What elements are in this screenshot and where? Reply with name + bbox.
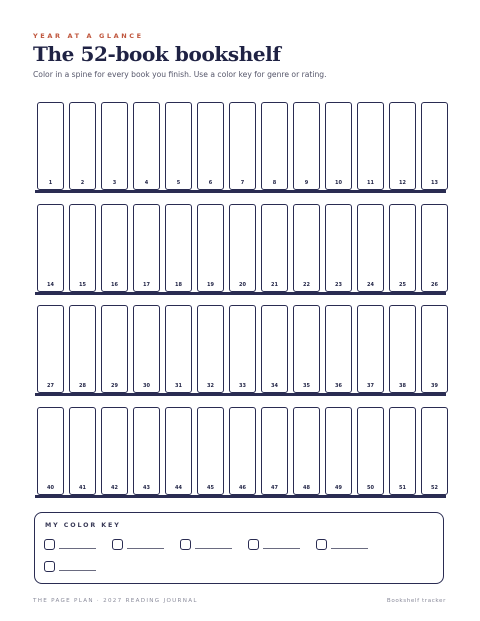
book-spine[interactable] <box>133 204 160 292</box>
key-label-line[interactable] <box>59 570 96 571</box>
color-swatch-box[interactable] <box>44 539 55 550</box>
spine-number: 24 <box>367 281 374 288</box>
spine-number: 19 <box>207 281 214 288</box>
bookshelf <box>35 102 446 508</box>
spine-number: 42 <box>111 484 118 491</box>
spine-number: 34 <box>271 383 278 389</box>
spine-number: 16 <box>111 281 118 288</box>
book-spine[interactable] <box>421 102 448 190</box>
book-spine[interactable] <box>421 305 448 393</box>
book-spine[interactable] <box>325 305 352 393</box>
book-spine[interactable] <box>229 102 256 190</box>
color-key-panel <box>34 512 444 584</box>
spine-number: 29 <box>111 383 118 389</box>
spine-number: 52 <box>431 484 438 491</box>
key-label-line[interactable] <box>331 548 368 549</box>
spine-number: 38 <box>399 383 406 389</box>
shelf-1 <box>35 102 446 204</box>
book-spine[interactable] <box>293 102 320 190</box>
key-label-line[interactable] <box>195 548 232 549</box>
footer-left: THE PAGE PLAN · 2027 READING JOURNAL <box>33 598 198 604</box>
shelf-2 <box>35 204 446 306</box>
book-spine[interactable] <box>389 305 416 393</box>
spine-number: 32 <box>207 383 214 389</box>
book-spine[interactable] <box>261 102 288 190</box>
shelf-board <box>35 292 446 295</box>
book-spine[interactable] <box>325 204 352 292</box>
book-spine[interactable] <box>293 407 320 495</box>
book-spine[interactable] <box>165 305 192 393</box>
spine-number: 5 <box>176 180 181 186</box>
book-spine[interactable] <box>421 407 448 495</box>
book-spine[interactable] <box>69 407 96 495</box>
spine-number: 46 <box>239 484 246 491</box>
book-spine[interactable] <box>229 407 256 495</box>
book-spine[interactable] <box>261 204 288 292</box>
book-spine[interactable] <box>101 204 128 292</box>
spine-number: 3 <box>112 180 117 186</box>
color-swatch-box[interactable] <box>44 561 55 572</box>
page-subtitle: Color in a spine for every book you finish. Use a color key for genre or rating. <box>33 70 327 79</box>
book-spine[interactable] <box>357 407 384 495</box>
spine-number: 15 <box>79 281 86 288</box>
color-swatch-box[interactable] <box>248 539 259 550</box>
shelf-4 <box>35 407 446 509</box>
book-spine[interactable] <box>197 407 224 495</box>
spine-number: 22 <box>303 281 310 288</box>
spine-row <box>35 102 448 190</box>
color-key-item <box>248 539 306 550</box>
book-spine[interactable] <box>37 102 64 190</box>
spine-number: 39 <box>431 383 438 389</box>
spine-number: 44 <box>175 484 182 491</box>
book-spine[interactable] <box>37 305 64 393</box>
spine-number: 7 <box>240 180 245 186</box>
spine-number: 43 <box>143 484 150 491</box>
spine-number: 6 <box>208 180 213 186</box>
spine-row <box>35 204 448 292</box>
color-key-item <box>44 561 102 572</box>
spine-number: 30 <box>143 383 150 389</box>
book-spine[interactable] <box>325 407 352 495</box>
spine-number: 26 <box>431 281 438 288</box>
spine-number: 12 <box>399 180 406 186</box>
key-label-line[interactable] <box>127 548 164 549</box>
spine-number: 23 <box>335 281 342 288</box>
book-spine[interactable] <box>357 102 384 190</box>
book-spine[interactable] <box>101 407 128 495</box>
spine-number: 36 <box>335 383 342 389</box>
color-key-item <box>44 539 102 550</box>
book-spine[interactable] <box>357 204 384 292</box>
book-spine[interactable] <box>69 102 96 190</box>
spine-number: 27 <box>47 383 54 389</box>
spine-number: 2 <box>80 180 85 186</box>
footer-right: Bookshelf tracker <box>386 598 446 604</box>
book-spine[interactable] <box>37 407 64 495</box>
spine-number: 4 <box>144 180 149 186</box>
spine-number: 25 <box>399 281 406 288</box>
eyebrow-label: YEAR AT A GLANCE <box>33 32 144 40</box>
spine-number: 21 <box>271 281 278 288</box>
book-spine[interactable] <box>101 305 128 393</box>
color-swatch-box[interactable] <box>316 539 327 550</box>
color-key-title: MY COLOR KEY <box>45 522 121 529</box>
spine-number: 28 <box>79 383 86 389</box>
book-spine[interactable] <box>293 305 320 393</box>
book-spine[interactable] <box>133 305 160 393</box>
color-key-item <box>112 539 170 550</box>
spine-number: 33 <box>239 383 246 389</box>
shelf-3 <box>35 305 446 407</box>
spine-number: 14 <box>47 281 54 288</box>
shelf-board <box>35 495 446 498</box>
spine-number: 18 <box>175 281 182 288</box>
book-spine[interactable] <box>389 204 416 292</box>
spine-row <box>35 305 448 393</box>
spine-number: 51 <box>399 484 406 491</box>
color-swatch-box[interactable] <box>180 539 191 550</box>
spine-number: 8 <box>272 180 277 186</box>
spine-number: 40 <box>47 484 54 491</box>
spine-number: 50 <box>367 484 374 491</box>
shelf-board <box>35 393 446 396</box>
color-key-item <box>316 539 374 550</box>
book-spine[interactable] <box>133 102 160 190</box>
spine-number: 13 <box>431 180 438 186</box>
spine-number: 37 <box>367 383 374 389</box>
book-spine[interactable] <box>389 407 416 495</box>
book-spine[interactable] <box>229 204 256 292</box>
book-spine[interactable] <box>229 305 256 393</box>
book-spine[interactable] <box>69 204 96 292</box>
color-key-items <box>44 539 434 572</box>
spine-number: 49 <box>335 484 342 491</box>
spine-number: 10 <box>335 180 342 186</box>
spine-number: 11 <box>367 180 374 186</box>
key-label-line[interactable] <box>263 548 300 549</box>
book-spine[interactable] <box>261 305 288 393</box>
page-title: The 52-book bookshelf <box>33 42 281 66</box>
spine-number: 9 <box>304 180 309 186</box>
book-spine[interactable] <box>69 305 96 393</box>
spine-number: 47 <box>271 484 278 491</box>
book-spine[interactable] <box>389 102 416 190</box>
book-spine[interactable] <box>133 407 160 495</box>
spine-number: 35 <box>303 383 310 389</box>
spine-row <box>35 407 448 495</box>
shelf-board <box>35 190 446 193</box>
color-key-item <box>180 539 238 550</box>
book-spine[interactable] <box>165 102 192 190</box>
book-spine[interactable] <box>261 407 288 495</box>
spine-number: 48 <box>303 484 310 491</box>
book-spine[interactable] <box>421 204 448 292</box>
book-spine[interactable] <box>325 102 352 190</box>
book-spine[interactable] <box>101 102 128 190</box>
book-spine[interactable] <box>165 407 192 495</box>
spine-number: 31 <box>175 383 182 389</box>
book-spine[interactable] <box>357 305 384 393</box>
book-spine[interactable] <box>197 204 224 292</box>
color-swatch-box[interactable] <box>112 539 123 550</box>
key-label-line[interactable] <box>59 548 96 549</box>
spine-number: 41 <box>79 484 86 491</box>
book-spine[interactable] <box>197 305 224 393</box>
spine-number: 1 <box>48 180 53 186</box>
spine-number: 20 <box>239 281 246 288</box>
spine-number: 17 <box>143 281 150 288</box>
spine-number: 45 <box>207 484 214 491</box>
book-spine[interactable] <box>293 204 320 292</box>
book-spine[interactable] <box>37 204 64 292</box>
book-spine[interactable] <box>197 102 224 190</box>
book-spine[interactable] <box>165 204 192 292</box>
